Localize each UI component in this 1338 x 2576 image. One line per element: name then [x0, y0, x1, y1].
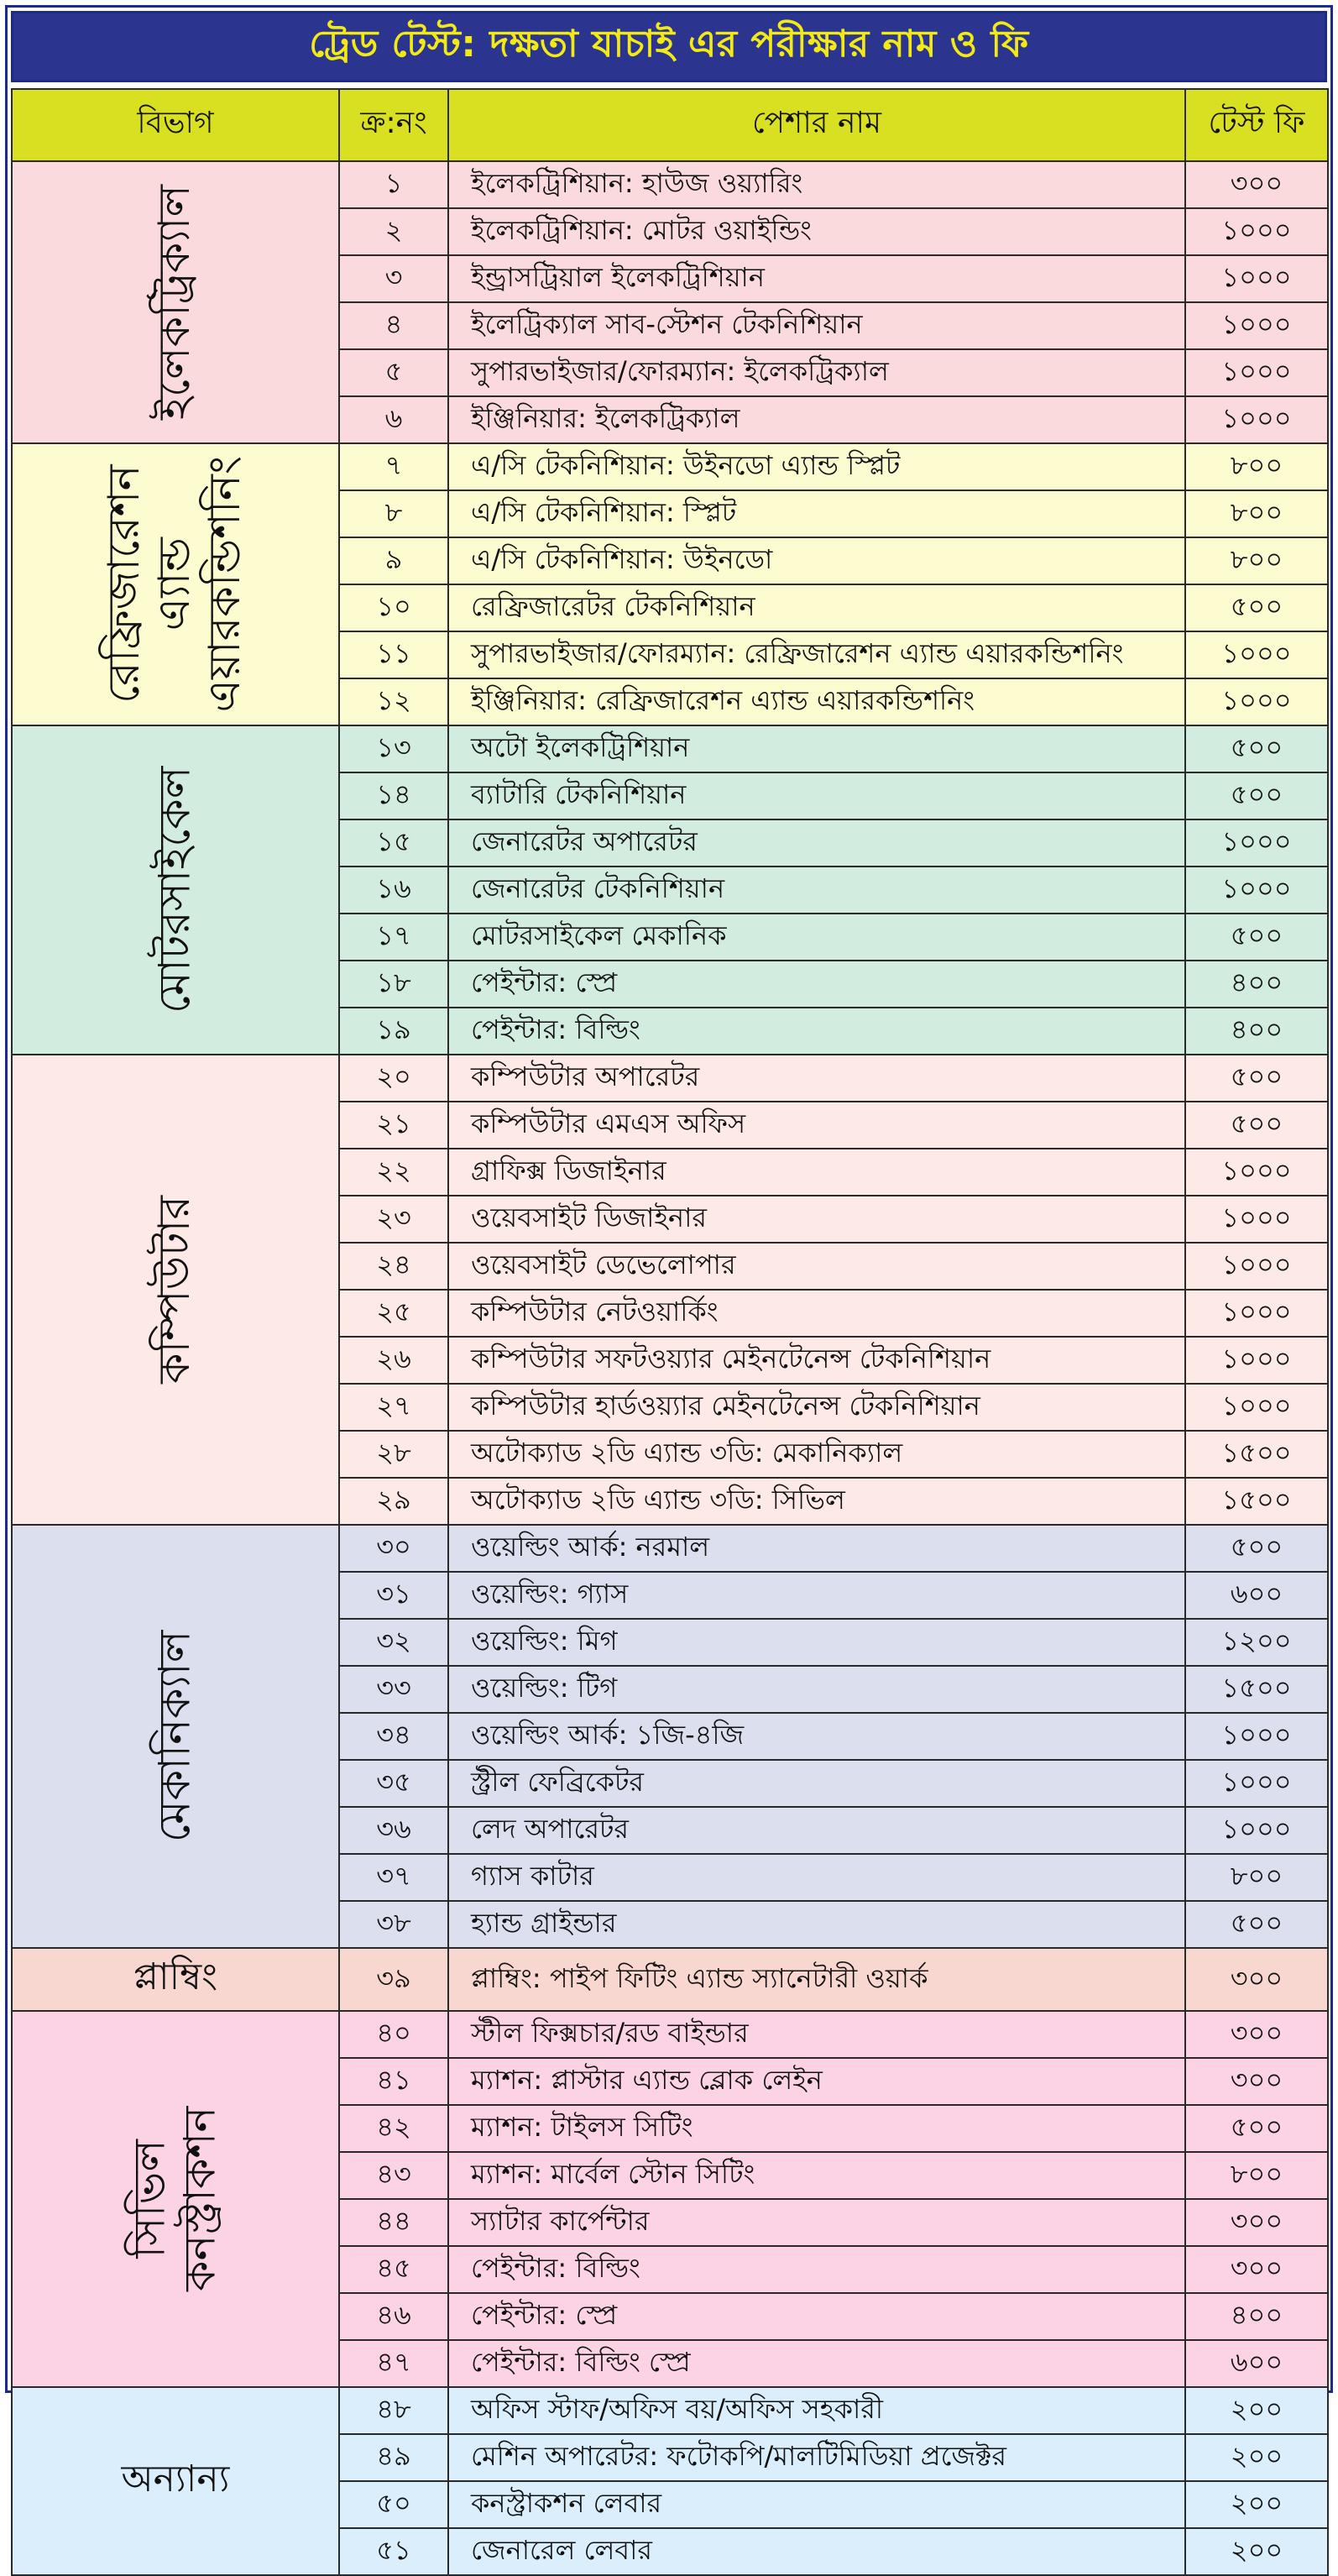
fee-cell: ৮০০ [1185, 490, 1328, 537]
department-label-line: অন্যান্য [121, 2457, 230, 2500]
profession-cell: পেইন্টার: বিল্ডিং [448, 1008, 1185, 1055]
serial-cell: ৪৯ [339, 2434, 448, 2481]
fee-cell: ১০০০ [1185, 1149, 1328, 1196]
profession-cell: অটো ইলেকট্রিশিয়ান [448, 725, 1185, 772]
profession-cell: ইঞ্জিনিয়ার: ইলেকট্রিক্যাল [448, 396, 1185, 443]
fee-cell: ৬০০ [1185, 2340, 1328, 2387]
profession-cell: ইলেকট্রিশিয়ান: মোটর ওয়াইন্ডিং [448, 208, 1185, 255]
profession-cell: এ/সি টেকনিশিয়ান: উইনডো এ্যান্ড স্প্লিট [448, 443, 1185, 490]
serial-cell: ১০ [339, 584, 448, 631]
department-label-line: মেকানিক্যাল [149, 1630, 201, 1843]
fee-cell: ১৫০০ [1185, 1431, 1328, 1478]
fee-cell: ১০০০ [1185, 1713, 1328, 1760]
profession-cell: ইন্ড্রাসট্রিয়াল ইলেকট্রিশিয়ান [448, 255, 1185, 302]
serial-cell: ১৭ [339, 914, 448, 961]
profession-cell: জেনারেটর টেকনিশিয়ান [448, 867, 1185, 914]
profession-cell: ম্যাশন: মার্বেল স্টোন সিটিং [448, 2152, 1185, 2199]
serial-cell: ১৬ [339, 867, 448, 914]
department-label [150, 767, 201, 1014]
serial-cell: ৪৬ [339, 2293, 448, 2340]
profession-cell: অফিস স্টাফ/অফিস বয়/অফিস সহকারী [448, 2387, 1185, 2434]
fee-cell: ৩০০ [1185, 2011, 1328, 2058]
department-label-line: এয়ারকন্ডিশনিং [199, 456, 250, 713]
profession-cell: কম্পিউটার অপারেটর [448, 1055, 1185, 1102]
serial-cell: ২১ [339, 1102, 448, 1149]
table-header-row [12, 89, 1328, 161]
header-fee: টেস্ট ফি [1185, 89, 1328, 161]
serial-cell: ৩৮ [339, 1901, 448, 1948]
serial-cell: ৩২ [339, 1619, 448, 1666]
table-row [12, 2387, 1328, 2434]
fee-cell: ৫০০ [1185, 914, 1328, 961]
serial-cell: ৪০ [339, 2011, 448, 2058]
fee-cell: ৫০০ [1185, 1525, 1328, 1572]
profession-cell: স্যাটার কার্পেন্টার [448, 2199, 1185, 2246]
department-label-line: মোটরসাইকেল [149, 766, 201, 1014]
fee-cell: ১০০০ [1185, 631, 1328, 678]
fee-cell: ৮০০ [1185, 2152, 1328, 2199]
department-label [13, 2451, 338, 2512]
profession-cell: পেইন্টার: বিল্ডিং স্প্রে [448, 2340, 1185, 2387]
profession-cell: ওয়েল্ডিং আর্ক: ১জি-৪জি [448, 1713, 1185, 1760]
fee-cell: ১২০০ [1185, 1619, 1328, 1666]
table-row [12, 1055, 1328, 1102]
serial-cell: ১২ [339, 678, 448, 725]
serial-cell: ১৫ [339, 819, 448, 867]
profession-cell: স্ট্রীল ফেব্রিকেটর [448, 1760, 1185, 1807]
department-label-line: এ্যান্ড [149, 537, 201, 631]
serial-cell: ৪৪ [339, 2199, 448, 2246]
serial-cell: ২২ [339, 1149, 448, 1196]
fee-cell: ২০০ [1185, 2387, 1328, 2434]
profession-cell: ওয়েল্ডিং: টিগ [448, 1666, 1185, 1713]
serial-cell: ৪ [339, 302, 448, 349]
department-cell [12, 161, 339, 443]
serial-cell: ৪৮ [339, 2387, 448, 2434]
fee-cell: ৪০০ [1185, 2293, 1328, 2340]
serial-cell: ৩ [339, 255, 448, 302]
department-label [100, 456, 250, 713]
fee-cell: ১০০০ [1185, 678, 1328, 725]
profession-cell: সুপারভাইজার/ফোরম্যান: ইলেকট্রিক্যাল [448, 349, 1185, 396]
serial-cell: ৪৭ [339, 2340, 448, 2387]
fee-cell: ৩০০ [1185, 161, 1328, 208]
fee-cell: ১০০০ [1185, 1760, 1328, 1807]
fee-cell: ১০০০ [1185, 1807, 1328, 1854]
fee-cell: ৬০০ [1185, 1572, 1328, 1619]
fee-cell: ১০০০ [1185, 1337, 1328, 1384]
serial-cell: ২০ [339, 1055, 448, 1102]
profession-cell: মোটরসাইকেল মেকানিক [448, 914, 1185, 961]
department-label [125, 2107, 226, 2291]
department-label-line: রেফ্রিজারেশন [99, 464, 150, 704]
department-label-line: সিভিল [124, 2139, 175, 2259]
fee-chart-sheet [5, 5, 1333, 2566]
fee-cell: ৪০০ [1185, 1008, 1328, 1055]
fee-cell: ৫০০ [1185, 725, 1328, 772]
fee-cell: ১৫০০ [1185, 1478, 1328, 1525]
profession-cell: ওয়েল্ডিং: গ্যাস [448, 1572, 1185, 1619]
profession-cell: কম্পিউটার হার্ডওয়্যার মেইনটেনেন্স টেকনিশিয়ান [448, 1384, 1185, 1431]
serial-cell: ২৭ [339, 1384, 448, 1431]
fee-cell: ৫০০ [1185, 584, 1328, 631]
department-cell [12, 2387, 339, 2575]
serial-cell: ৩০ [339, 1525, 448, 1572]
profession-cell: জেনারেল লেবার [448, 2528, 1185, 2575]
department-label-line: ইলেকট্রিক্যাল [149, 184, 201, 421]
fee-cell: ৫০০ [1185, 1901, 1328, 1948]
profession-cell: ওয়েল্ডিং: মিগ [448, 1619, 1185, 1666]
fee-cell: ৫০০ [1185, 2105, 1328, 2152]
department-cell [12, 1055, 339, 1525]
fee-cell: ১০০০ [1185, 1290, 1328, 1337]
profession-cell: এ/সি টেকনিশিয়ান: স্প্লিট [448, 490, 1185, 537]
fee-cell: ৮০০ [1185, 1854, 1328, 1901]
fee-cell: ১০০০ [1185, 867, 1328, 914]
profession-cell: ম্যাশন: প্লাস্টার এ্যান্ড ব্লোক লেইন [448, 2058, 1185, 2105]
profession-cell: অটোক্যাড ২ডি এ্যান্ড ৩ডি: মেকানিক্যাল [448, 1431, 1185, 1478]
department-label-line: প্লাম্বিং [133, 1956, 218, 1998]
profession-cell: লেদ অপারেটর [448, 1807, 1185, 1854]
fee-cell: ৫০০ [1185, 772, 1328, 819]
fee-cell: ৮০০ [1185, 443, 1328, 490]
title-banner [11, 11, 1327, 82]
profession-cell: ব্যাটারি টেকনিশিয়ান [448, 772, 1185, 819]
serial-cell: ২৬ [339, 1337, 448, 1384]
fee-cell: ৩০০ [1185, 2199, 1328, 2246]
profession-cell: পেইন্টার: বিল্ডিং [448, 2246, 1185, 2293]
fee-cell: ৩০০ [1185, 2058, 1328, 2105]
serial-cell: ৯ [339, 537, 448, 584]
table-body [12, 161, 1328, 2575]
profession-cell: স্টীল ফিক্সচার/রড বাইন্ডার [448, 2011, 1185, 2058]
table-row [12, 2011, 1328, 2058]
serial-cell: ৩৯ [339, 1948, 448, 2011]
profession-cell: ইলেট্রিক্যাল সাব-স্টেশন টেকনিশিয়ান [448, 302, 1185, 349]
fee-cell: ১০০০ [1185, 396, 1328, 443]
fee-cell: ১০০০ [1185, 1243, 1328, 1290]
fee-cell: ৩০০ [1185, 1948, 1328, 2011]
profession-cell: জেনারেটর অপারেটর [448, 819, 1185, 867]
serial-cell: ২ [339, 208, 448, 255]
profession-cell: মেশিন অপারেটর: ফটোকপি/মালটিমিডিয়া প্রজেক্টর [448, 2434, 1185, 2481]
page-title: ট্রেড টেস্ট: দক্ষতা যাচাই এর পরীক্ষার নাম ও ফি [309, 23, 1029, 65]
serial-cell: ৫১ [339, 2528, 448, 2575]
serial-cell: ১৯ [339, 1008, 448, 1055]
department-cell [12, 1948, 339, 2011]
serial-cell: ৪২ [339, 2105, 448, 2152]
fee-cell: ১০০০ [1185, 819, 1328, 867]
department-label [13, 1949, 338, 2010]
fee-cell: ১০০০ [1185, 1196, 1328, 1243]
fee-cell: ১০০০ [1185, 208, 1328, 255]
profession-cell: অটোক্যাড ২ডি এ্যান্ড ৩ডি: সিভিল [448, 1478, 1185, 1525]
profession-cell: ইলেকট্রিশিয়ান: হাউজ ওয়্যারিং [448, 161, 1185, 208]
serial-cell: ৩৪ [339, 1713, 448, 1760]
fee-cell: ১৫০০ [1185, 1666, 1328, 1713]
serial-cell: ৫০ [339, 2481, 448, 2528]
fee-cell: ৫০০ [1185, 1102, 1328, 1149]
serial-cell: ২৯ [339, 1478, 448, 1525]
profession-cell: ম্যাশন: টাইলস সিটিং [448, 2105, 1185, 2152]
table-row [12, 161, 1328, 208]
profession-cell: কম্পিউটার নেটওয়ার্কিং [448, 1290, 1185, 1337]
serial-cell: ৪৩ [339, 2152, 448, 2199]
serial-cell: ৬ [339, 396, 448, 443]
profession-cell: কম্পিউটার সফটওয়্যার মেইনটেনেন্স টেকনিশিয়ান [448, 1337, 1185, 1384]
serial-cell: ১৪ [339, 772, 448, 819]
profession-cell: পেইন্টার: স্প্রে [448, 2293, 1185, 2340]
fee-cell: ৮০০ [1185, 537, 1328, 584]
fee-cell: ২০০ [1185, 2481, 1328, 2528]
header-profession: পেশার নাম [448, 89, 1185, 161]
table-row [12, 725, 1328, 772]
serial-cell: ২৪ [339, 1243, 448, 1290]
serial-cell: ৪৫ [339, 2246, 448, 2293]
header-department: বিভাগ [12, 89, 339, 161]
profession-cell: গ্যাস কাটার [448, 1854, 1185, 1901]
department-label [150, 1196, 201, 1384]
trade-test-table [11, 88, 1329, 2576]
serial-cell: ২৩ [339, 1196, 448, 1243]
serial-cell: ২৫ [339, 1290, 448, 1337]
profession-cell: ইঞ্জিনিয়ার: রেফ্রিজারেশন এ্যান্ড এয়ারকন্ডিশনিং [448, 678, 1185, 725]
table-row [12, 443, 1328, 490]
department-label-line: কম্পিউটার [149, 1195, 201, 1385]
department-label [150, 1631, 201, 1843]
profession-cell: গ্রাফিক্স ডিজাইনার [448, 1149, 1185, 1196]
profession-cell: ওয়েবসাইট ডিজাইনার [448, 1196, 1185, 1243]
department-label [150, 185, 201, 420]
serial-cell: ৮ [339, 490, 448, 537]
serial-cell: ১৩ [339, 725, 448, 772]
fee-cell: ১০০০ [1185, 349, 1328, 396]
profession-cell: সুপারভাইজার/ফোরম্যান: রেফ্রিজারেশন এ্যান্ড এয়ারকন্ডিশনিং [448, 631, 1185, 678]
fee-cell: ১০০০ [1185, 1384, 1328, 1431]
fee-cell: ৩০০ [1185, 2246, 1328, 2293]
profession-cell: কনস্ট্রাকশন লেবার [448, 2481, 1185, 2528]
profession-cell: ওয়েল্ডিং আর্ক: নরমাল [448, 1525, 1185, 1572]
profession-cell: কম্পিউটার এমএস অফিস [448, 1102, 1185, 1149]
fee-cell: ২০০ [1185, 2434, 1328, 2481]
serial-cell: ৫ [339, 349, 448, 396]
fee-cell: ১০০০ [1185, 255, 1328, 302]
serial-cell: ৩৬ [339, 1807, 448, 1854]
department-cell [12, 725, 339, 1055]
profession-cell: পেইন্টার: স্প্রে [448, 961, 1185, 1008]
serial-cell: ১৮ [339, 961, 448, 1008]
fee-cell: ২০০ [1185, 2528, 1328, 2575]
profession-cell: এ/সি টেকনিশিয়ান: উইনডো [448, 537, 1185, 584]
department-cell [12, 1525, 339, 1948]
profession-cell: প্লাম্বিং: পাইপ ফিটিং এ্যান্ড স্যানেটারী ওয়ার্ক [448, 1948, 1185, 2011]
table-row [12, 1948, 1328, 2011]
serial-cell: ৩৩ [339, 1666, 448, 1713]
department-cell [12, 2011, 339, 2387]
serial-cell: ১ [339, 161, 448, 208]
table-row [12, 1525, 1328, 1572]
profession-cell: রেফ্রিজারেটর টেকনিশিয়ান [448, 584, 1185, 631]
fee-cell: ১০০০ [1185, 302, 1328, 349]
serial-cell: ১১ [339, 631, 448, 678]
department-cell [12, 443, 339, 725]
department-label-line: কনস্ট্রাকশন [174, 2106, 225, 2292]
serial-cell: ৭ [339, 443, 448, 490]
serial-cell: ৩৫ [339, 1760, 448, 1807]
fee-cell: ৪০০ [1185, 961, 1328, 1008]
serial-cell: ৩১ [339, 1572, 448, 1619]
serial-cell: ৪১ [339, 2058, 448, 2105]
profession-cell: ওয়েবসাইট ডেভেলোপার [448, 1243, 1185, 1290]
serial-cell: ৩৭ [339, 1854, 448, 1901]
header-serial: ক্র:নং [339, 89, 448, 161]
fee-cell: ৫০০ [1185, 1055, 1328, 1102]
profession-cell: হ্যান্ড গ্রাইন্ডার [448, 1901, 1185, 1948]
serial-cell: ২৮ [339, 1431, 448, 1478]
